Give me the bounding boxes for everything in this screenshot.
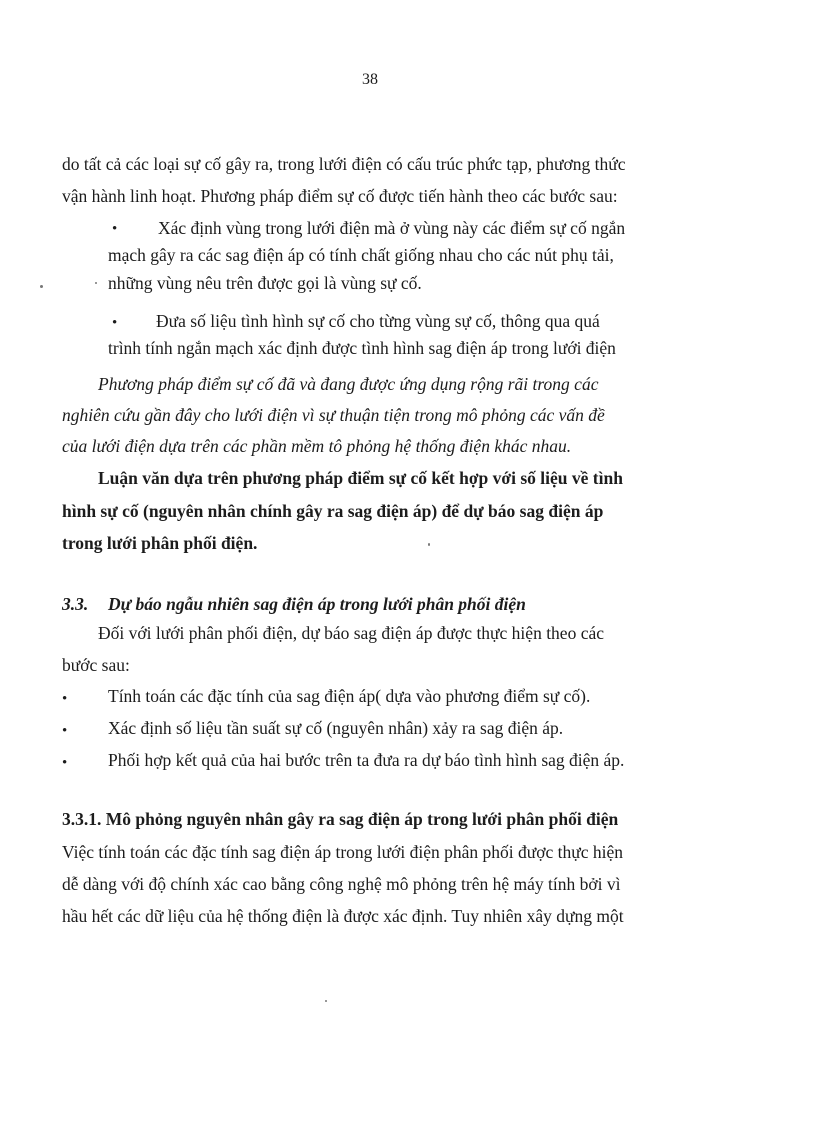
scan-speck — [428, 543, 430, 546]
bullet-text: mạch gây ra các sag điện áp có tính chất giống nhau cho các nút phụ tải, — [108, 245, 614, 265]
bullet-text: Phối hợp kết quả của hai bước trên ta đưa ra dự báo tình hình sag điện áp. — [108, 750, 625, 770]
section-number: 3.3. — [62, 594, 89, 614]
bold-paragraph-line: trong lưới phân phối điện. — [62, 533, 258, 553]
paragraph-line: Đối với lưới phân phối điện, dự báo sag điện áp được thực hiện theo các — [98, 623, 604, 643]
bullet-icon: • — [62, 755, 68, 771]
italic-paragraph-line: của lưới điện dựa trên các phần mềm tô phỏng hệ thống điện khác nhau. — [62, 436, 572, 456]
bullet-text: Tính toán các đặc tính của sag điện áp( dựa vào phương điểm sự cố). — [108, 686, 591, 706]
bullet-text: những vùng nêu trên được gọi là vùng sự cố. — [108, 273, 422, 293]
scan-speck — [325, 1000, 327, 1002]
bullet-icon: • — [62, 691, 68, 707]
scan-speck — [40, 285, 43, 288]
paragraph-line: hầu hết các dữ liệu của hệ thống điện là được xác định. Tuy nhiên xây dựng một — [62, 906, 624, 926]
page-number: 38 — [362, 71, 378, 88]
subsection-heading: 3.3.1. Mô phỏng nguyên nhân gây ra sag điện áp trong lưới phân phối điện — [62, 809, 619, 829]
italic-paragraph-line: nghiên cứu gần đây cho lưới điện vì sự thuận tiện trong mô phỏng các vấn đề — [62, 405, 605, 425]
bullet-text: trình tính ngắn mạch xác định được tình hình sag điện áp trong lưới điện — [108, 338, 616, 358]
scan-speck — [95, 282, 97, 284]
bullet-icon: • — [112, 221, 118, 237]
bold-paragraph-line: Luận văn dựa trên phương pháp điểm sự cố kết hợp với số liệu về tình — [98, 468, 623, 488]
bullet-icon: • — [112, 315, 118, 331]
bold-paragraph-line: hình sự cố (nguyên nhân chính gây ra sag điện áp) để dự báo sag điện áp — [62, 501, 604, 521]
bullet-icon: • — [62, 723, 68, 739]
bullet-text: Xác định số liệu tần suất sự cố (nguyên nhân) xảy ra sag điện áp. — [108, 718, 564, 738]
paragraph-line: vận hành linh hoạt. Phương pháp điểm sự cố được tiến hành theo các bước sau: — [62, 186, 618, 206]
italic-paragraph-line: Phương pháp điểm sự cố đã và đang được ứng dụng rộng rãi trong các — [98, 374, 599, 394]
bullet-text: Đưa số liệu tình hình sự cố cho từng vùng sự cố, thông qua quá — [156, 311, 600, 331]
paragraph-line: bước sau: — [62, 655, 130, 675]
section-title: Dự báo ngẫu nhiên sag điện áp trong lưới phân phối điện — [108, 594, 526, 614]
paragraph-line: do tất cả các loại sự cố gây ra, trong lưới điện có cấu trúc phức tạp, phương thức — [62, 154, 626, 174]
bullet-text: Xác định vùng trong lưới điện mà ở vùng này các điểm sự cố ngắn — [158, 218, 626, 238]
paragraph-line: dễ dàng với độ chính xác cao bằng công nghệ mô phỏng trên hệ máy tính bởi vì — [62, 874, 621, 894]
paragraph-line: Việc tính toán các đặc tính sag điện áp trong lưới điện phân phối được thực hiện — [62, 842, 624, 862]
